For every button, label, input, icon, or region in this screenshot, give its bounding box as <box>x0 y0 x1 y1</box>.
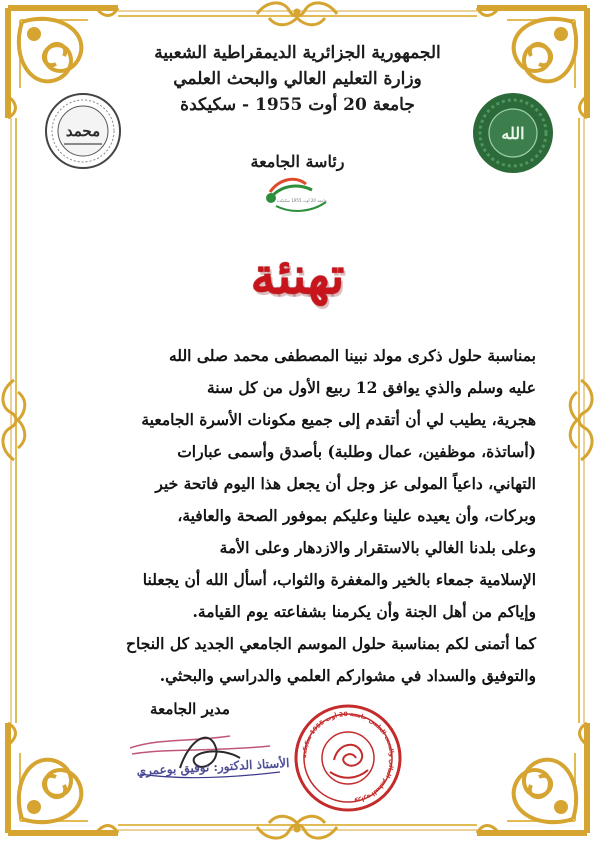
republic-line: الجمهورية الجزائرية الديمقراطية الشعبية <box>154 43 441 63</box>
signatory-title: مدير الجامعة <box>150 700 230 718</box>
message-body <box>58 340 536 692</box>
official-seal-icon <box>292 702 404 814</box>
signatory-name: الأستاذ الدكتور: توفيق بوعمري <box>136 756 290 778</box>
left-emblem-text: محمد <box>65 122 101 140</box>
body-line: وإياكم من أهل الجنة وأن يكرمنا بشفاعته يوم القيامة. <box>192 602 536 621</box>
body-line: هجرية، يطيب لي أن أتقدم إلى جميع مكونات الأسرة الجامعية <box>141 410 536 429</box>
body-line: الإسلامية جمعاء بالخير والمغفرة والثواب، أسأل الله أن يجعلنا <box>142 570 536 589</box>
svg-text:وزارة التعليم العالي والبحث ال <box>301 711 395 805</box>
body-line: وبركات، وأن يعيده علينا وعليكم بموفور الصحة والعافية، <box>177 506 536 525</box>
body-line: (أساتذة، موظفين، عمال وطلبة) بأصدق وأسمى عبارات <box>177 442 536 461</box>
university-line: جامعة 20 أوت 1955 - سكيكدة <box>180 95 415 115</box>
congratulations-title: تهنئة <box>250 246 345 305</box>
body-line: والتوفيق والسداد في مشواركم العلمي والدراسي والبحثي. <box>159 666 536 685</box>
university-logo-text: جامعة 20 أوت 1955 سكيكدة <box>276 198 328 203</box>
body-line: كما أتمنى لكم بمناسبة حلول الموسم الجامعي الجديد كل النجاح <box>126 634 536 653</box>
right-emblem-text: الله <box>501 124 525 143</box>
university-logo-icon <box>262 176 336 220</box>
seal-text: وزارة التعليم العالي والبحث العلمي جامعة 20 أوت 1955 سكيكدة <box>300 710 396 805</box>
ministry-line: وزارة التعليم العالي والبحث العلمي <box>173 69 422 89</box>
body-line: وعلى بلدنا الغالي بالاستقرار والازدهار وعلى الأمة <box>219 538 536 557</box>
body-line: عليه وسلم والذي يوافق 12 ربيع الأول من كل سنة <box>207 378 536 397</box>
rectorate-title: رئاسة الجامعة <box>250 152 345 171</box>
letterhead <box>140 40 455 118</box>
body-line: التهاني، داعياً المولى عز وجل أن يجعل هذا اليوم فاتحة خير <box>155 474 536 493</box>
body-line: بمناسبة حلول ذكرى مولد نبينا المصطفى محمد صلى الله <box>169 346 536 365</box>
